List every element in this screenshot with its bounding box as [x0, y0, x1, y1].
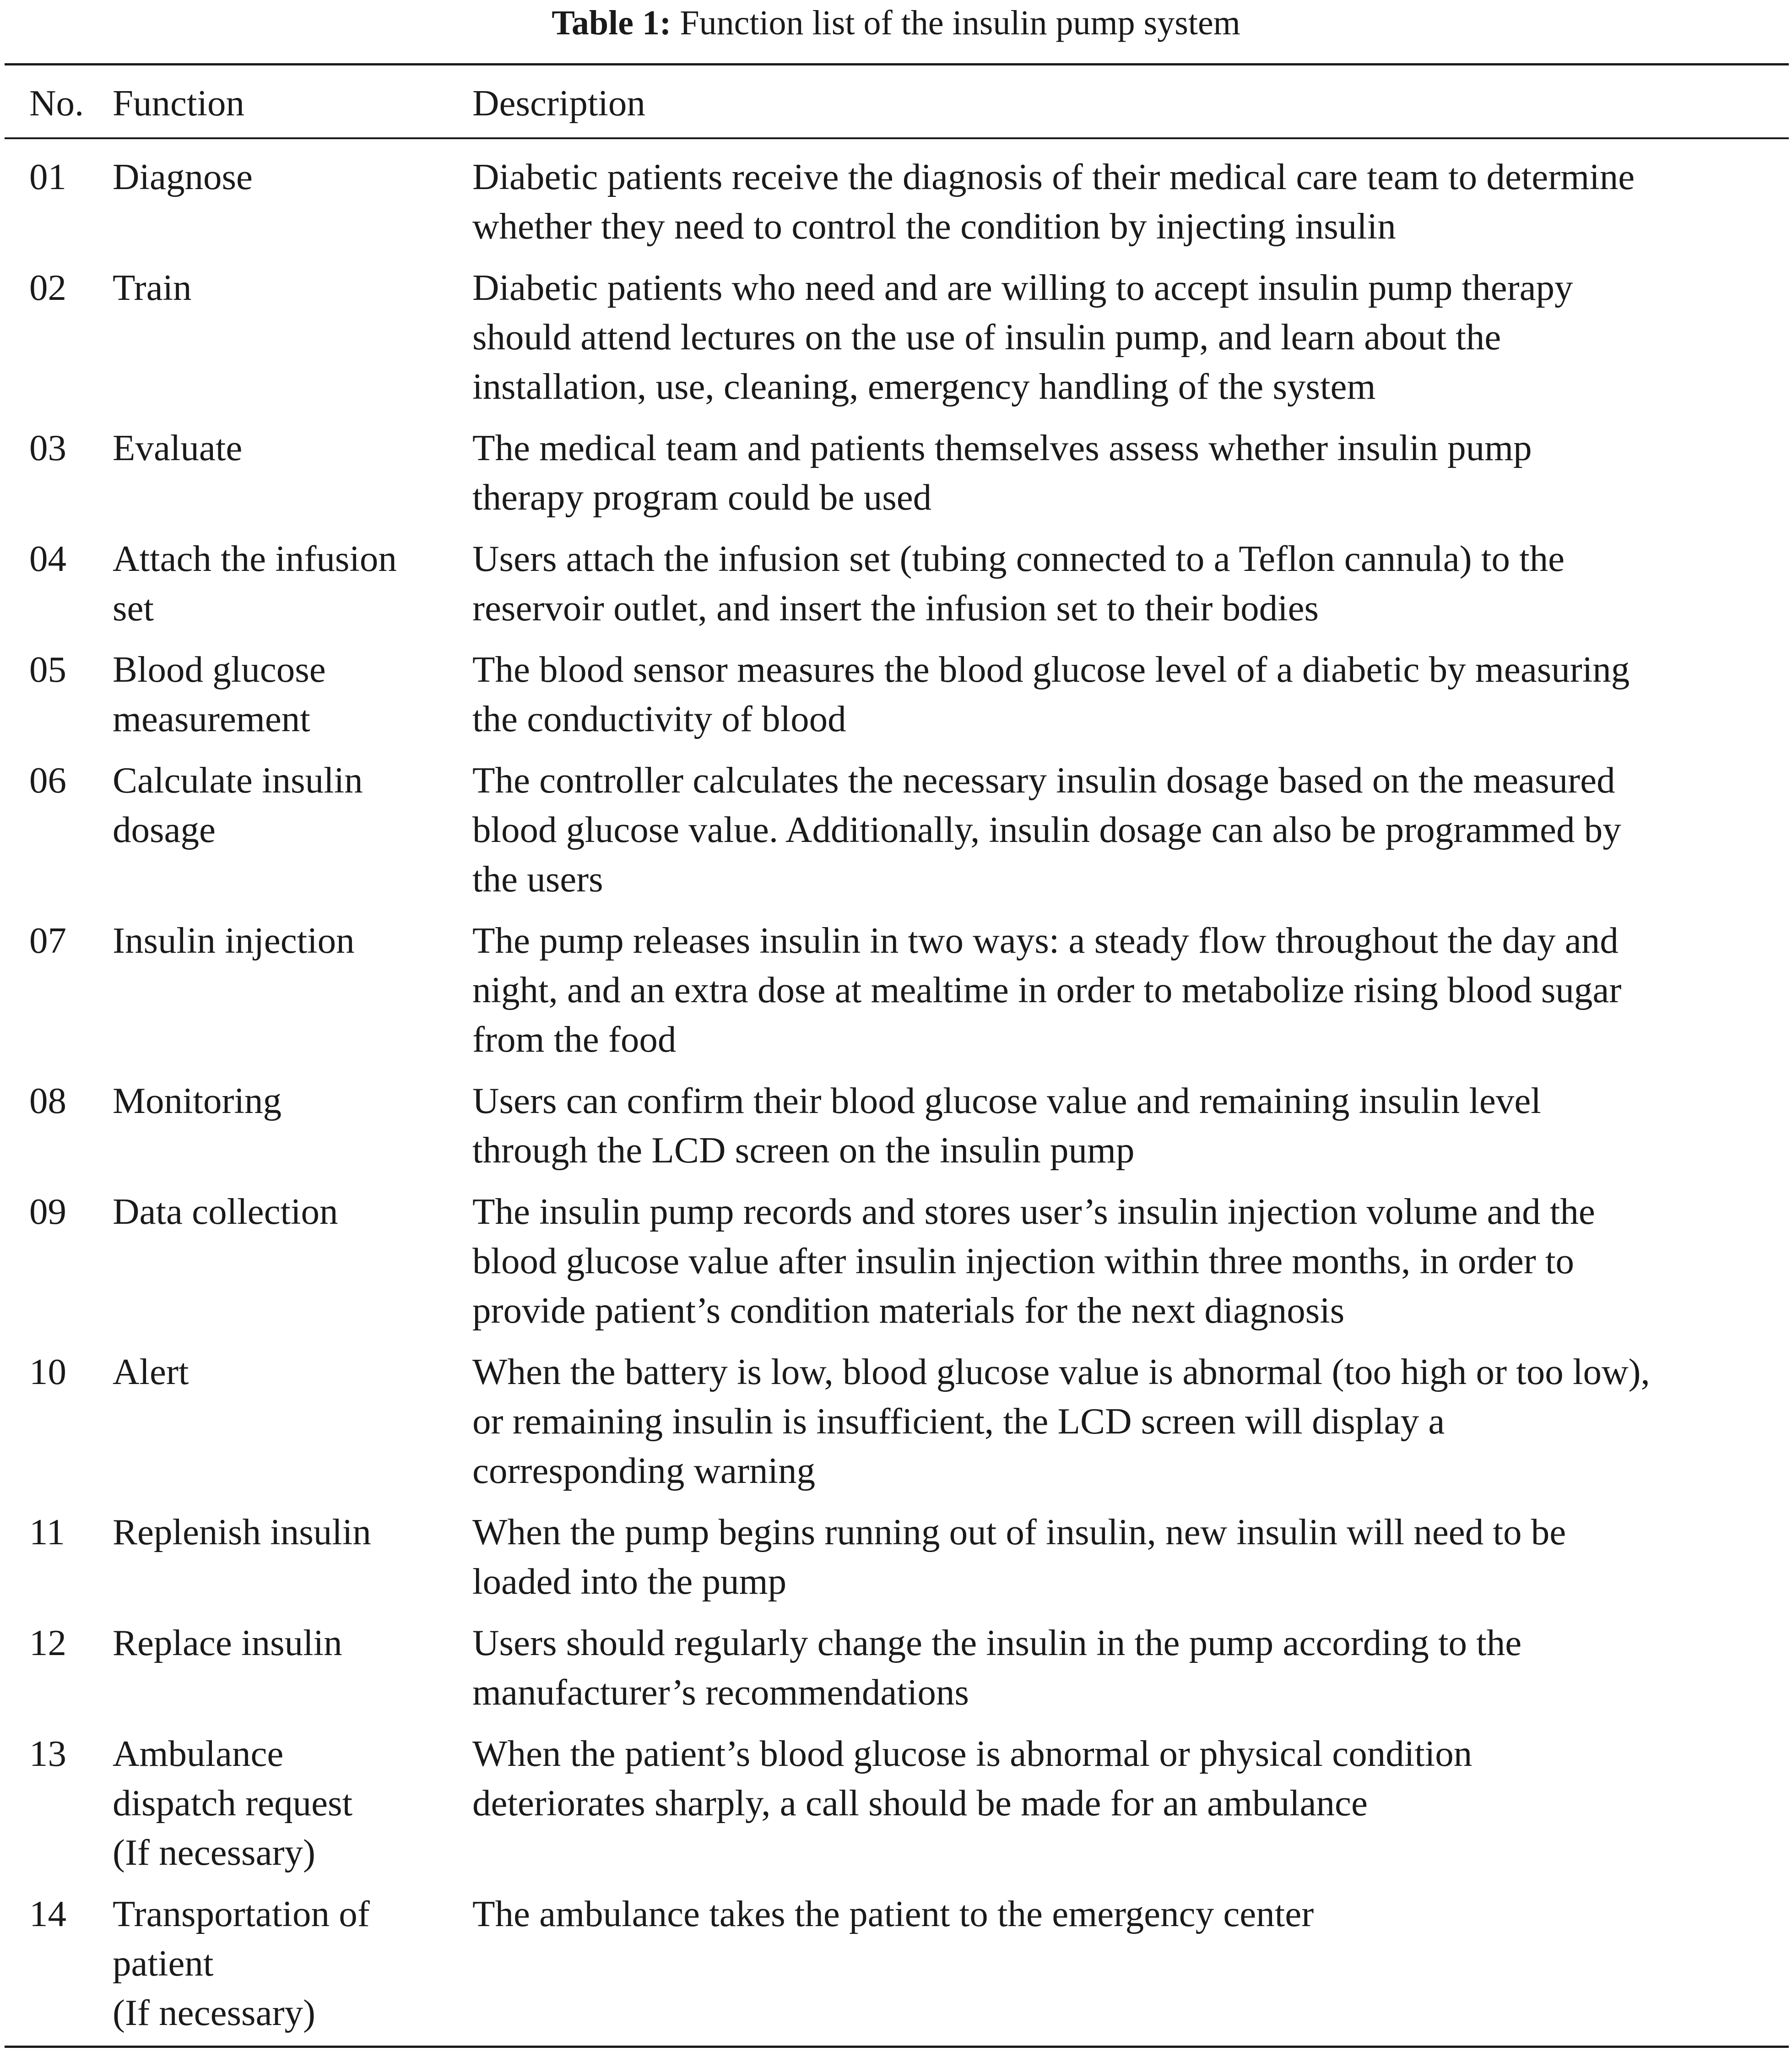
row-number: 09 [29, 1191, 66, 1232]
table-top-rule [5, 63, 1789, 65]
row-number: 04 [29, 538, 66, 579]
row-description: The medical team and patients themselves assess whether insulin pump therapy program could be used [472, 427, 1532, 518]
table-caption-label: Table 1: [552, 4, 671, 42]
row-number: 10 [29, 1351, 66, 1392]
row-description: Users attach the infusion set (tubing connected to a Teflon cannula) to the reservoir outlet, and insert the infusion set to their bodies [472, 538, 1565, 629]
row-description: Users should regularly change the insulin in the pump according to the manufacturer’s recommendations [472, 1622, 1522, 1713]
row-function: Replenish insulin [113, 1511, 371, 1553]
row-number: 03 [29, 427, 66, 468]
row-number: 01 [29, 156, 66, 197]
row-description: Diabetic patients who need and are willing to accept insulin pump therapy should attend lectures on the use of insulin pump, and learn about the installation, use, cleaning, emergency handling of the system [472, 267, 1573, 407]
header-description: Description [472, 82, 645, 124]
row-number: 14 [29, 1893, 66, 1934]
row-function: Transportation of patient (If necessary) [113, 1893, 370, 2033]
row-description: The pump releases insulin in two ways: a steady flow throughout the day and night, and an extra dose at mealtime in order to metabolize rising blood sugar from the food [472, 920, 1622, 1060]
row-number: 08 [29, 1080, 66, 1121]
row-function: Data collection [113, 1191, 338, 1232]
row-number: 12 [29, 1622, 66, 1663]
table-bottom-rule [5, 2046, 1789, 2048]
row-description: The controller calculates the necessary insulin dosage based on the measured blood glucose value. Additionally, insulin dosage can also be programmed by the users [472, 760, 1621, 900]
header-no: No. [29, 82, 84, 124]
row-function: Insulin injection [113, 920, 355, 961]
table-header-rule [5, 137, 1789, 139]
row-description: The blood sensor measures the blood glucose level of a diabetic by measuring the conductivity of blood [472, 649, 1630, 739]
row-description: When the patient’s blood glucose is abnormal or physical condition deteriorates sharply, a call should be made for an ambulance [472, 1733, 1473, 1824]
header-function: Function [113, 82, 245, 124]
row-function: Attach the infusion set [113, 538, 397, 629]
row-description: Users can confirm their blood glucose value and remaining insulin level through the LCD screen on the insulin pump [472, 1080, 1541, 1171]
row-description: The ambulance takes the patient to the emergency center [472, 1893, 1314, 1934]
row-function: Replace insulin [113, 1622, 342, 1663]
row-description: The insulin pump records and stores user’s insulin injection volume and the blood glucose value after insulin injection within three months, in order to provide patient’s condition materials for the next diagnosis [472, 1191, 1595, 1331]
row-description: When the pump begins running out of insulin, new insulin will need to be loaded into the pump [472, 1511, 1566, 1602]
table-caption [0, 0, 1792, 46]
row-function: Monitoring [113, 1080, 282, 1121]
row-description: When the battery is low, blood glucose value is abnormal (too high or too low), or remaining insulin is insufficient, the LCD screen will display a corresponding warning [472, 1351, 1650, 1491]
row-function: Calculate insulin dosage [113, 760, 363, 850]
row-function: Blood glucose measurement [113, 649, 326, 739]
row-function: Diagnose [113, 156, 253, 197]
row-function: Ambulance dispatch request (If necessary) [113, 1733, 353, 1873]
row-number: 05 [29, 649, 66, 690]
table-caption-text: Function list of the insulin pump system [680, 4, 1240, 42]
row-function: Train [113, 267, 192, 308]
row-number: 13 [29, 1733, 66, 1774]
row-description: Diabetic patients receive the diagnosis of their medical care team to determine whether they need to control the condition by injecting insulin [472, 156, 1635, 247]
row-number: 02 [29, 267, 66, 308]
row-number: 11 [29, 1511, 65, 1553]
row-number: 06 [29, 760, 66, 801]
row-function: Alert [113, 1351, 189, 1392]
row-function: Evaluate [113, 427, 243, 468]
row-number: 07 [29, 920, 66, 961]
